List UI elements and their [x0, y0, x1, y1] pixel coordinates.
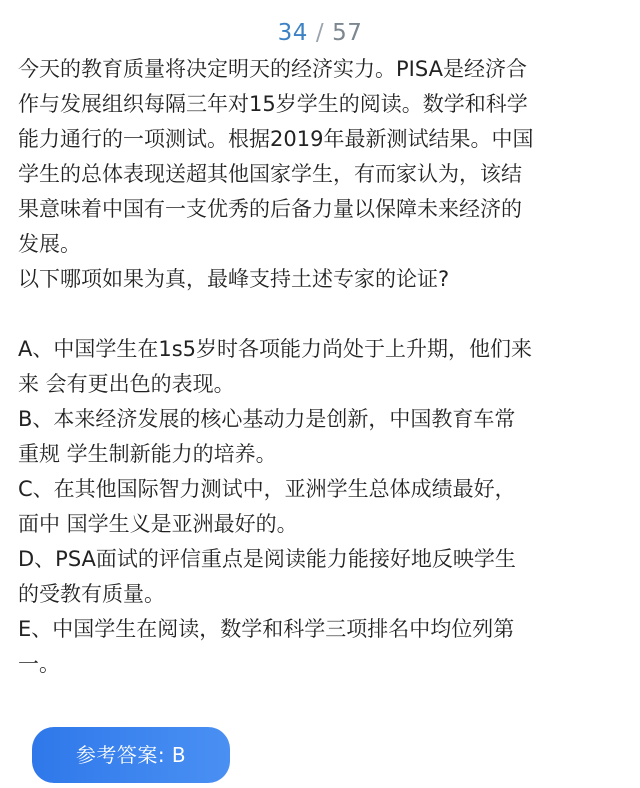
option-d-line: D、PSA面试的评信重点是阅读能力能接好地反映学生: [18, 547, 516, 571]
question-stem-line: 学生的总体表现送超其他国家学生，有而家认为，该结: [18, 162, 522, 186]
option-a-line: 来 会有更出色的表现。: [18, 372, 235, 396]
page-total: 57: [332, 20, 363, 46]
option-c-line: C、在其他国际智力测试中，亚洲学生总体成绩最好，: [18, 477, 516, 501]
option-a-line: A、中国学生在1s5岁时各项能力尚处于上升期，他们来: [18, 337, 533, 361]
option-d-line: 的受教有质量。: [18, 582, 165, 606]
question-stem-line: 果意味着中国有一支优秀的后备力量以保障未来经济的: [18, 197, 522, 221]
page-separator: /: [315, 20, 325, 46]
reference-answer-button[interactable]: 参考答案: B: [32, 727, 230, 783]
option-e-line: E、中国学生在阅读，数学和科学三项排名中均位列第: [18, 617, 515, 641]
question-stem-line: 能力通行的一项测试。根据2019年最新测试结果。中国: [18, 127, 534, 151]
question-stem-line: 作与发展组织每隔三年对15岁学生的阅读。数学和科学: [18, 92, 528, 116]
question-stem-line: 今天的教育质量将决定明天的经济实力。PISA是经济合: [18, 57, 527, 81]
question-body: [18, 52, 624, 682]
page-current: 34: [277, 20, 308, 46]
option-b-line: B、本来经济发展的核心基动力是创新，中国教育车常: [18, 407, 516, 431]
page-counter: [0, 18, 640, 48]
option-c-line: 面中 国学生义是亚洲最好的。: [18, 512, 298, 536]
question-prompt: 以下哪项如果为真，最峰支持土述专家的论证?: [18, 267, 450, 291]
option-b-line: 重规 学生制新能力的培养。: [18, 442, 277, 466]
option-e-line: 一。: [18, 652, 60, 676]
spacer: [18, 297, 624, 332]
question-stem-line: 发展。: [18, 232, 81, 256]
